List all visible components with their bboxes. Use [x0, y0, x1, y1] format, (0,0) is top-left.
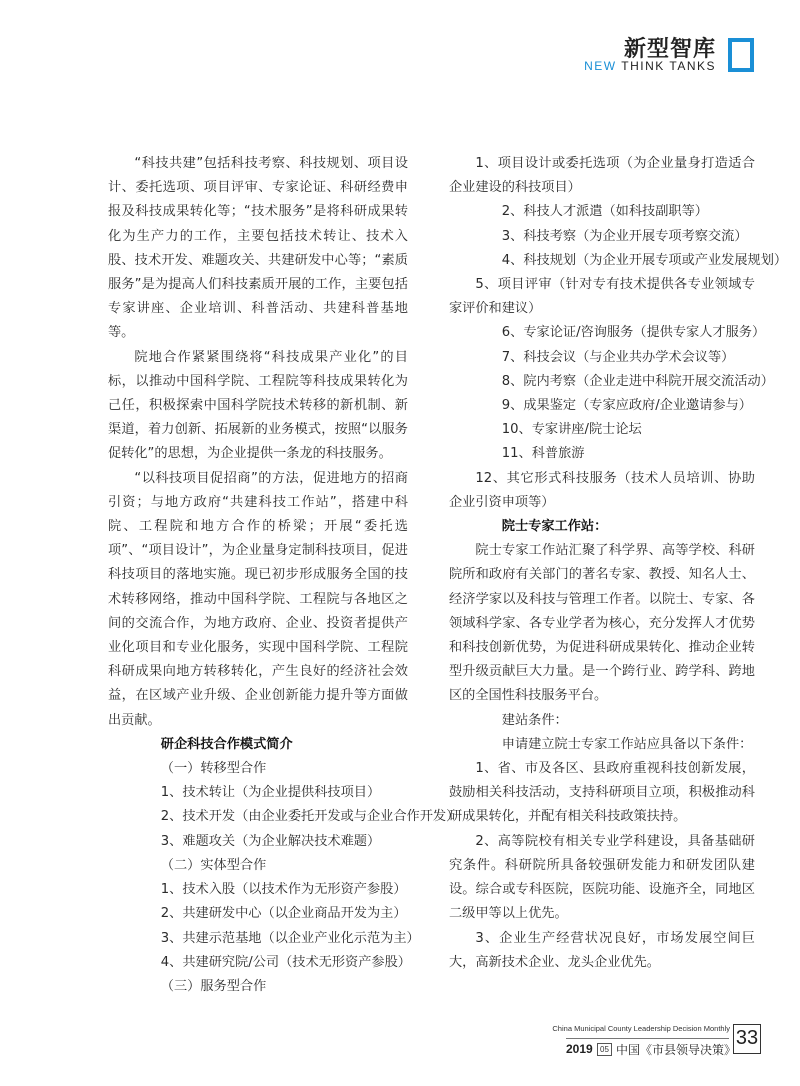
section-square-icon	[728, 38, 754, 72]
list-item: 3、难题攻关（为企业解决技术难题）	[160, 833, 381, 849]
list-item: 4、共建研究院/公司（技术无形资产参股）	[160, 954, 411, 970]
list-item: 申请建立院士专家工作站应具备以下条件：	[501, 736, 753, 752]
right-column	[449, 152, 788, 975]
list-item: 建站条件：	[501, 712, 568, 728]
paragraph: 院士专家工作站汇聚了科学界、高等学校、科研院所和政府有关部门的著名专家、教授、知名人士、经济学家以及科技与管理工作者。以院士、专家、各领域科学家、各专业学者为核心，充分发挥人才优势和科技创新优势，为促进科研成果转化、推动企业转型升级贡献巨大力量。是一个跨行业、跨学科、跨地区的全国性科技服务平台。	[449, 543, 755, 704]
section-title: 新型智库	[623, 36, 716, 62]
issue-number: 05	[597, 1043, 612, 1056]
list-item: 6、专家论证/咨询服务（提供专家人才服务）	[501, 325, 766, 341]
list-item: 3、科技考察（为企业开展专项考察交流）	[501, 228, 748, 244]
left-column	[108, 152, 460, 999]
section-heading: 院士专家工作站：	[501, 519, 608, 535]
list-item: 5、项目评审（针对专有技术提供各专业领域专家评价和建议）	[449, 277, 755, 317]
section-subtitle-rest: THINK TANKS	[621, 59, 716, 73]
page-number: 33	[733, 1024, 761, 1054]
publication-name-cn: 中国《市县领导决策》	[616, 1043, 737, 1057]
section-subtitle	[584, 59, 716, 73]
list-item: （一）转移型合作	[160, 761, 267, 777]
issue-year: 2019	[566, 1042, 593, 1056]
paragraph: 2、高等院校有相关专业学科建设，具备基础研究条件。科研院所具备较强研发能力和研发团队建设。综合或专科医院，医院功能、设施齐全，同地区二级甲等以上优先。	[449, 833, 755, 922]
section-heading: 研企科技合作模式简介	[160, 736, 293, 752]
section-subtitle-prefix: NEW	[584, 59, 617, 73]
list-item: （二）实体型合作	[160, 857, 267, 873]
paragraph: 3、企业生产经营状况良好，市场发展空间巨大，高新技术企业、龙头企业优先。	[449, 930, 755, 970]
paragraph: 1、省、市及各区、县政府重视科技创新发展，鼓励相关科技活动，支持科研项目立项，积极推动科研成果转化，并配有相关科技政策扶持。	[449, 761, 755, 825]
list-item: 8、院内考察（企业走进中科院开展交流活动）	[501, 373, 774, 389]
footer-divider	[566, 1038, 729, 1039]
list-item: 12、其它形式科技服务（技术人员培训、协助企业引资申项等）	[449, 470, 755, 510]
list-item: 2、共建研发中心（以企业商品开发为主）	[160, 906, 407, 922]
paragraph: 院地合作紧紧围绕将“科技成果产业化”的目标，以推动中国科学院、工程院等科技成果转化为己任，积极探索中国科学院技术转移的新机制、新渠道，着力创新、拓展新的业务模式，按照“以服务促转化”的思想，为企业提供一条龙的科技服务。	[108, 349, 408, 462]
list-item: 1、技术转让（为企业提供科技项目）	[160, 785, 381, 801]
publication-name-en: China Municipal County Leadership Decision Monthly	[552, 1024, 730, 1033]
list-item: 2、技术开发（由企业委托开发或与企业合作开发）	[160, 809, 460, 825]
list-item: 1、项目设计或委托选项（为企业量身打造适合企业建设的科技项目）	[449, 156, 755, 196]
list-item: 7、科技会议（与企业共办学术会议等）	[501, 349, 735, 365]
list-item: 2、科技人才派遣（如科技副职等）	[501, 204, 708, 220]
list-item: 4、科技规划（为企业开展专项或产业发展规划）	[501, 252, 788, 268]
paragraph: “科技共建”包括科技考察、科技规划、项目设计、委托选项、项目评审、专家论证、科研经费申报及科技成果转化等；“技术服务”是将科研成果转化为生产力的工作，主要包括技术转让、技术入股、技术开发、难题攻关、共建研发中心等；“素质服务”是为提高人们科技素质开展的工作，主要包括专家讲座、企业培训、科普活动、共建科普基地等。	[108, 156, 408, 341]
list-item: 11、科普旅游	[501, 446, 585, 462]
list-item: 3、共建示范基地（以企业产业化示范为主）	[160, 930, 420, 946]
list-item: 10、专家讲座/院士论坛	[501, 422, 642, 438]
list-item: 1、技术入股（以技术作为无形资产参股）	[160, 882, 407, 898]
list-item: （三）服务型合作	[160, 978, 267, 994]
list-item: 9、成果鉴定（专家应政府/企业邀请参与）	[501, 398, 752, 414]
paragraph: “以科技项目促招商”的方法，促进地方的招商引资；与地方政府“共建科技工作站”，搭建中科院、工程院和地方合作的桥梁；开展“委托选项”、“项目设计”，为企业量身定制科技项目，促进科技项目的落地实施。现已初步形成服务全国的技术转移网络，推动中国科学院、工程院与各地区之间的交流合作，为地方政府、企业、投资者提供产业化项目和专业化服务，实现中国科学院、工程院科研成果向地方转移转化，产生良好的经济社会效益，在区域产业升级、企业创新能力提升等方面做出贡献。	[108, 470, 408, 728]
